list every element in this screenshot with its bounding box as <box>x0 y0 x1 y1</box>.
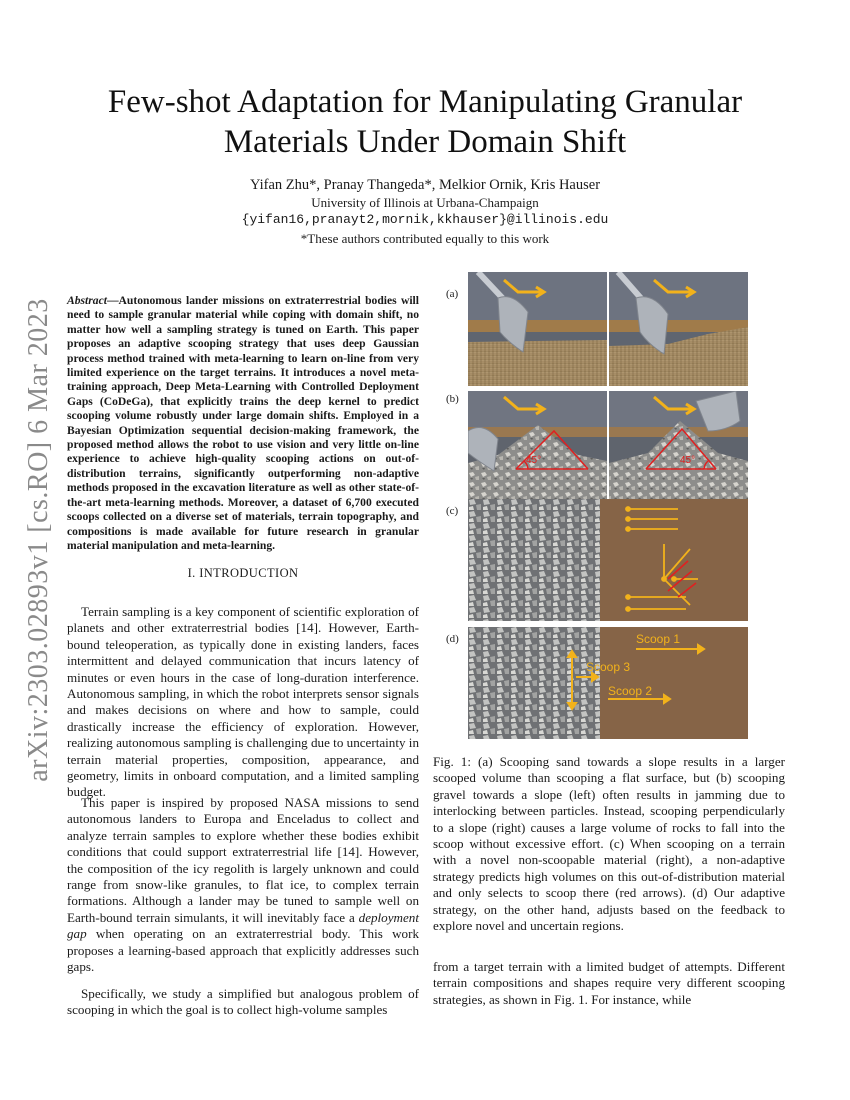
paragraph-2-b: when operating on an extraterrestrial body. This work proposes a learning-based approach that explicitly addresses such gaps. <box>67 926 419 975</box>
angle-label-left: 45° <box>526 455 542 466</box>
scoop-1-label: Scoop 1 <box>636 632 681 646</box>
scoop-3-label: Scoop 3 <box>586 660 631 674</box>
section-heading <box>67 566 419 581</box>
scoop-2-label: Scoop 2 <box>608 684 653 698</box>
figure-panel-d <box>468 627 748 739</box>
abstract-text: —Autonomous lander missions on extraterrestrial bodies will need to sample granular material while coping with domain shift, no matter how well a sampling strategy is tuned on Earth. This paper proposes an adaptive scooping strategy that uses deep Gaussian process method trained with meta-learning to learn on-line from very limited experience on the target terrains. It introduces a novel meta-training approach, Deep Meta-Learning with Controlled Deployment Gaps (CoDeGa), that explicitly trains the deep kernel to predict scooping volume robustly under large domain shifts. Employed in a Bayesian Optimization sequential decision-making framework, the proposed method allows the robot to use vision and very little on-line experience to achieve high-quality scooping actions on out-of-distribution terrains, significantly outperforming non-adaptive methods proposed in the excavation literature as well as other state-of-the-art meta-learning methods. Moreover, a dataset of 6,700 executed scoops collected on a diverse set of materials, terrain topography, and compositions is made available for future research in granular material manipulation and meta-learning. <box>67 294 419 552</box>
paragraph-2-emph: deployment gap <box>67 909 419 942</box>
arxiv-stamp <box>16 300 62 780</box>
panel-label-d: (d) <box>446 633 459 645</box>
section-number: I. <box>187 566 196 580</box>
equal-contribution-note: *These authors contributed equally to this work <box>300 231 550 246</box>
emails: {yifan16,pranayt2,mornik,kkhauser}@illinois.edu <box>241 212 609 227</box>
paragraph-2 <box>67 795 419 978</box>
paragraph-1 <box>67 604 419 804</box>
panel-label-a: (a) <box>446 288 459 300</box>
panel-label-b: (b) <box>446 393 459 405</box>
affiliation: University of Illinois at Urbana-Champaign <box>311 195 539 210</box>
paragraph-3-text: Specifically, we study a simplified but analogous problem of scooping in which the goal is to collect high-volume samples <box>67 986 419 1018</box>
section-title: INTRODUCTION <box>199 566 299 580</box>
figure-caption: Fig. 1: (a) Scooping sand towards a slope results in a larger scooped volume than scooping a flat surface, but (b) scooping gravel towards a slope (left) often results in jamming due to interlocking between particles. Instead, scooping perpendicularly to a slope (right) causes a large volume of rocks to fall into the scoop without excessive effort. (c) When scooping on a terrain with a novel non-scoopable material (right), a non-adaptive strategy predicts high volumes on this out-of-distribution material and only selects to scoop there (red arrows). (d) Our adaptive strategy, on the other hand, adjusts based on the feedback to explore novel and uncertain regions. <box>433 754 785 934</box>
abstract <box>67 294 419 553</box>
angle-label-right: 45° <box>680 455 696 466</box>
paper-title: Few-shot Adaptation for Manipulating Granular Materials Under Domain Shift <box>107 84 743 160</box>
arxiv-id: arXiv:2303.02893v1 [cs.RO] 6 Mar 2023 <box>23 298 54 782</box>
paragraph-1-text: Terrain sampling is a key component of scientific exploration of planets and other extraterrestrial bodies [14]. However, Earth-bound teleoperation, as typically done in existing landers, faces intermittent and delayed communication that incurs latency of minutes or even hours in the case of long-duration interference. Autonomous sampling, in which the robot interprets sensor signals and makes decisions on where and how to sample, could drastically increase the efficiency of exploration. However, realizing autonomous sampling is challenging due to uncertainty in terrain material properties, composition, appearance, and geometry, limits in onboard computation, and a limited sampling budget. <box>67 604 419 800</box>
abstract-label: Abstract <box>67 294 107 307</box>
panel-label-c: (c) <box>446 505 459 517</box>
figure-panel-a <box>468 272 748 386</box>
figure-panel-b <box>468 391 748 499</box>
authors: Yifan Zhu*, Pranay Thangeda*, Melkior Ornik, Kris Hauser <box>249 177 601 193</box>
paragraph-3 <box>67 986 419 1022</box>
figure-panel-c <box>468 499 748 621</box>
right-column-text: from a target terrain with a limited budget of attempts. Different terrain compositions and shapes require very different scooping strategies, as shown in Fig. 1. For instance, while <box>433 959 785 1007</box>
paragraph-2-a: This paper is inspired by proposed NASA missions to send autonomous landers to Europa and Enceladus to collect and analyze terrain samples to explore whether these bodies exhibit conditions that could support extraterrestrial life [14]. However, the composition of the icy regolith is largely unknown and could range from snow-like granules, to flat ice, to complex terrain formations. Although a lander may be tuned to sample well on Earth-bound terrain simulants, it will inevitably face a <box>67 795 419 925</box>
